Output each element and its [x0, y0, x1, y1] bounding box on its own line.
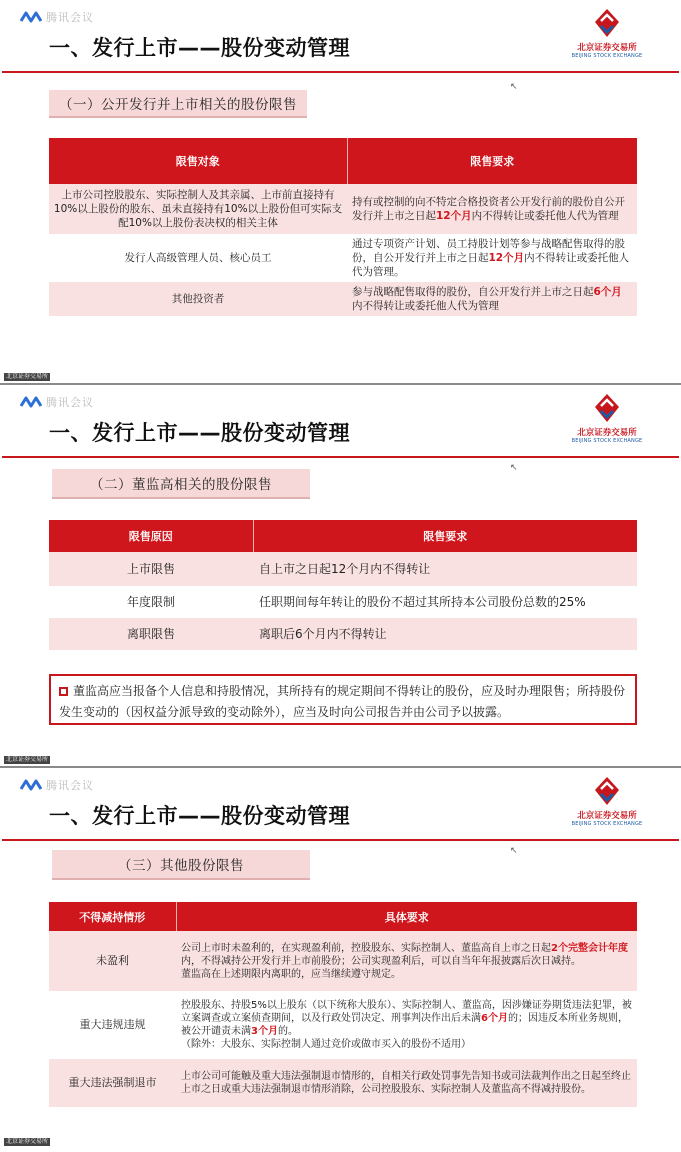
- table-row: [49, 931, 637, 991]
- logo-name-en: BEIJING STOCK EXCHANGE: [571, 821, 643, 827]
- bse-logo-icon: [593, 8, 621, 38]
- requirement-cell: 持有或控制的向不特定合格投资者公开发行前的股份自公开发行并上市之日起12个月内不得转让或委托他人代为管理: [347, 184, 637, 234]
- note-box: [49, 674, 637, 725]
- case-cell: 未盈利: [49, 931, 176, 991]
- section-label: （三）其他股份限售: [52, 850, 310, 880]
- mouse-cursor-icon: ↖: [510, 82, 518, 92]
- slide-title: 一、发行上市——股份变动管理: [49, 36, 350, 60]
- requirement-cell: 自上市之日起12个月内不得转让: [253, 552, 637, 586]
- requirement-cell: 参与战略配售取得的股份，自公开发行并上市之日起6个月内不得转让或委托他人代为管理: [347, 282, 637, 316]
- column-header: 具体要求: [176, 902, 637, 931]
- title-underline: [2, 456, 679, 458]
- bullet-square-icon: [59, 687, 68, 696]
- table-row: [49, 184, 637, 234]
- bse-logo: [569, 776, 645, 827]
- note-text: 董监高应当报备个人信息和持股情况，其所持有的规定期间不得转让的股份，应及时办理限售；所持股份发生变动的（因权益分派导致的变动除外），应当及时向公司报告并由公司予以披露。: [59, 684, 626, 719]
- table-row: [49, 1059, 637, 1107]
- requirement-cell: 任职期间每年转让的股份不超过其所持本公司股份总数的25%: [253, 586, 637, 618]
- watermark-text: 腾讯会议: [46, 779, 94, 792]
- column-header: 不得减持情形: [49, 902, 176, 931]
- requirement-cell: 公司上市时未盈利的，在实现盈利前，控股股东、实际控制人、董监高自上市之日起2个完整会计年度内，不得减持公开发行并上市前股份；公司实现盈利后，可以自当年年报披露后次日减持。 董监高在上述期限内离职的，应当继续遵守规定。: [176, 931, 637, 991]
- section-label: （二）董监高相关的股份限售: [52, 469, 310, 499]
- column-header: 限售对象: [49, 138, 347, 184]
- column-header: 限售要求: [347, 138, 637, 184]
- requirement-cell: 离职后6个月内不得转让: [253, 618, 637, 650]
- restriction-table: [49, 902, 637, 1107]
- slide-title: 一、发行上市——股份变动管理: [49, 421, 350, 445]
- tencent-meeting-icon: [20, 396, 42, 408]
- footer-tag: 北京证券交易所: [6, 756, 49, 763]
- bse-logo: [569, 393, 645, 444]
- section-label: （一）公开发行并上市相关的股份限售: [49, 90, 307, 118]
- restriction-table: [49, 520, 637, 650]
- footer-tag: 北京证券交易所: [6, 373, 49, 380]
- logo-name-en: BEIJING STOCK EXCHANGE: [571, 438, 643, 444]
- tencent-meeting-icon: [20, 779, 42, 791]
- subject-cell: 发行人高级管理人员、核心员工: [49, 234, 347, 282]
- subject-cell: 其他投资者: [49, 282, 347, 316]
- subject-cell: 上市公司控股股东、实际控制人及其亲属、上市前直接持有10%以上股份的股东、虽未直接持有10%以上股份但可实际支配10%以上股份表决权的相关主体: [49, 184, 347, 234]
- bse-logo-icon: [593, 393, 621, 423]
- slide-title: 一、发行上市——股份变动管理: [49, 804, 350, 828]
- column-header: 限售要求: [253, 520, 637, 552]
- footer-tag: 北京证券交易所: [6, 1138, 49, 1145]
- bse-logo-icon: [593, 776, 621, 806]
- reason-cell: 上市限售: [49, 552, 253, 586]
- column-header: 限售原因: [49, 520, 253, 552]
- case-cell: 重大违规违规: [49, 991, 176, 1059]
- title-underline: [2, 71, 679, 73]
- requirement-cell: 上市公司可能触及重大违法强制退市情形的，自相关行政处罚事先告知书或司法裁判作出之日起至终止上市之日或重大违法强制退市情形消除，公司控股股东、实际控制人及董监高不得减持股份。: [176, 1059, 637, 1107]
- requirement-cell: 通过专项资产计划、员工持股计划等参与战略配售取得的股份，自公开发行并上市之日起12个月内不得转让或委托他人代为管理。: [347, 234, 637, 282]
- logo-name-en: BEIJING STOCK EXCHANGE: [571, 53, 643, 59]
- restriction-table: [49, 138, 637, 316]
- table-row: [49, 618, 637, 650]
- table-row: [49, 991, 637, 1059]
- slide-1: [2, 0, 679, 383]
- table-row: [49, 586, 637, 618]
- requirement-cell: 控股股东、持股5%以上股东（以下统称大股东）、实际控制人、董监高，因涉嫌证券期货违法犯罪，被立案调查或立案侦查期间，以及行政处罚决定、刑事判决作出后未满6个月的；因违反本所业务规则，被公开谴责未满3个月的。 （除外：大股东、实际控制人通过竞价或做市买入的股份不适用）: [176, 991, 637, 1059]
- slide-3: [2, 768, 679, 1148]
- logo-name-cn: 北京证券交易所: [577, 428, 637, 438]
- table-row: [49, 552, 637, 586]
- watermark: [20, 777, 94, 793]
- slide-2: [2, 385, 679, 766]
- reason-cell: 离职限售: [49, 618, 253, 650]
- watermark: [20, 9, 94, 25]
- watermark: [20, 394, 94, 410]
- table-row: [49, 282, 637, 316]
- title-underline: [2, 839, 679, 841]
- tencent-meeting-icon: [20, 11, 42, 23]
- logo-name-cn: 北京证券交易所: [577, 811, 637, 821]
- logo-name-cn: 北京证券交易所: [577, 43, 637, 53]
- case-cell: 重大违法强制退市: [49, 1059, 176, 1107]
- mouse-cursor-icon: ↖: [510, 846, 518, 856]
- table-row: [49, 234, 637, 282]
- watermark-text: 腾讯会议: [46, 396, 94, 409]
- reason-cell: 年度限制: [49, 586, 253, 618]
- watermark-text: 腾讯会议: [46, 11, 94, 24]
- bse-logo: [569, 8, 645, 59]
- mouse-cursor-icon: ↖: [510, 463, 518, 473]
